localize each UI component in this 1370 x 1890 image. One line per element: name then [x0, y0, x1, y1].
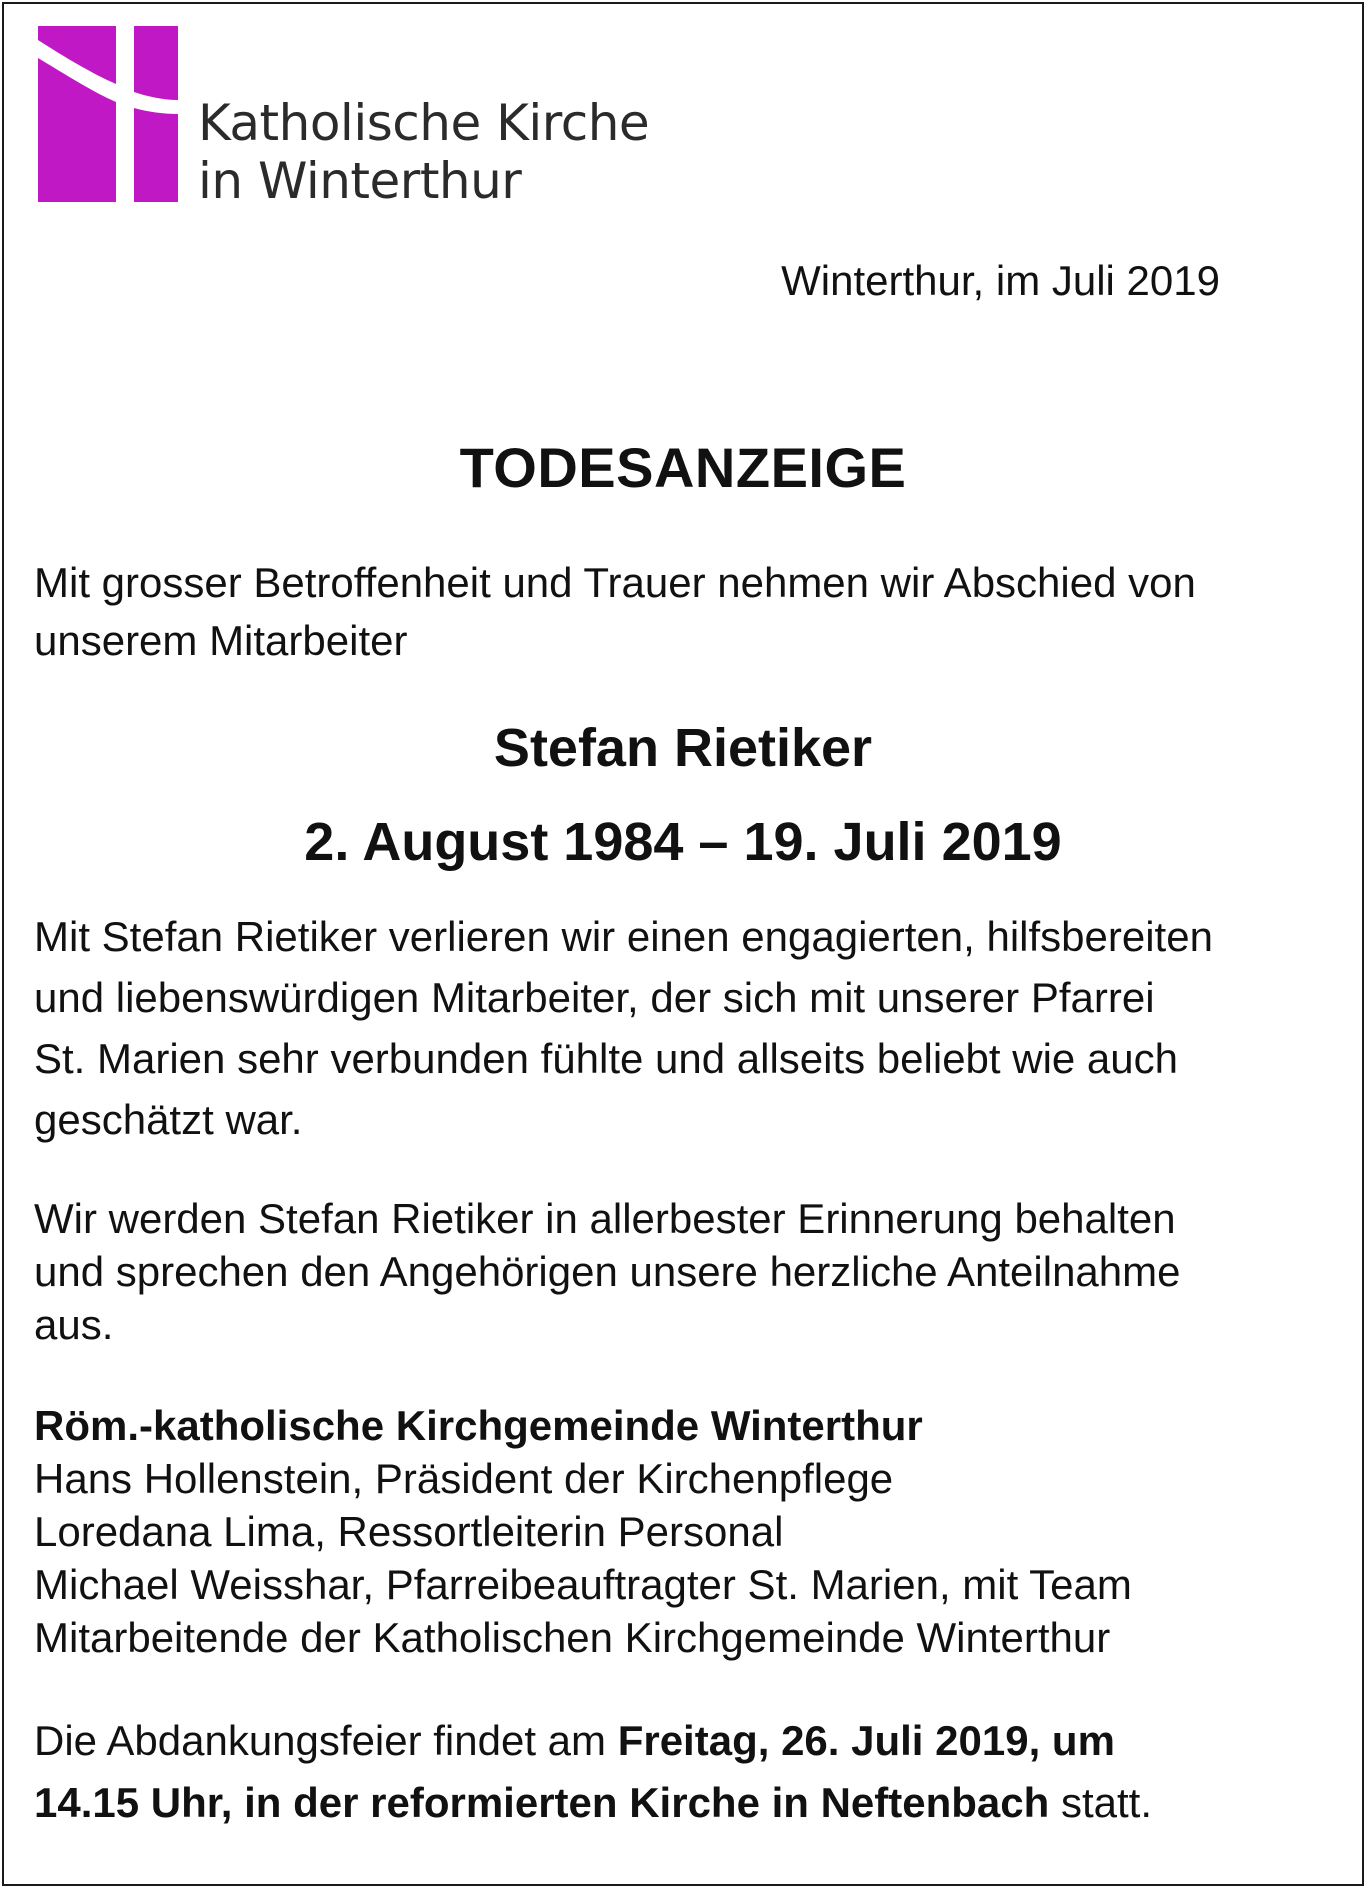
signatory-organization: Röm.-katholische Kirchgemeinde Winterthur: [34, 1402, 923, 1449]
signatory-line: Mitarbeitende der Katholischen Kirchgemeinde Winterthur: [34, 1614, 1111, 1661]
paragraph-line: und sprechen den Angehörigen unsere herzliche Anteilnahme: [34, 1248, 1181, 1295]
paragraph-line: Mit Stefan Rietiker verlieren wir einen engagierten, hilfsbereiten: [34, 913, 1213, 960]
deceased-dates: 2. August 1984 – 19. Juli 2019: [304, 812, 1062, 872]
paragraph-line: geschätzt war.: [34, 1096, 303, 1143]
intro-line: unserem Mitarbeiter: [34, 617, 408, 664]
cross-logo-graphic: [38, 26, 178, 202]
notice-heading: TODESANZEIGE: [459, 436, 907, 499]
cross-logo-icon: [38, 26, 178, 202]
paragraph-line: Wir werden Stefan Rietiker in allerbester Erinnerung behalten: [34, 1195, 1176, 1242]
organization-name: [198, 94, 649, 210]
service-date: Freitag, 26. Juli 2019, um: [617, 1717, 1115, 1764]
signatory-line: Hans Hollenstein, Präsident der Kirchenpflege: [34, 1455, 894, 1502]
paragraph-line: aus.: [34, 1301, 114, 1348]
intro-text: [34, 554, 1354, 670]
signatory-line: Loredana Lima, Ressortleiterin Personal: [34, 1508, 784, 1555]
deceased-name: Stefan Rietiker: [493, 718, 873, 778]
signatory-line: Michael Weisshar, Pfarreibeauftragter St. Marien, mit Team: [34, 1561, 1132, 1608]
intro-line: Mit grosser Betroffenheit und Trauer nehmen wir Abschied von: [34, 559, 1196, 606]
service-time-place: 14.15 Uhr, in der reformierten Kirche in Neftenbach: [34, 1779, 1050, 1826]
paragraph-line: St. Marien sehr verbunden fühlte und allseits beliebt wie auch: [34, 1035, 1179, 1082]
signatories: [34, 1399, 1354, 1664]
service-line-1: [34, 1710, 1354, 1772]
service-prefix: Die Abdankungsfeier findet am: [34, 1717, 618, 1764]
condolence-paragraph: [34, 1192, 1354, 1351]
deceased-block: [0, 716, 1366, 874]
organization-name-line1: Katholische Kirche: [198, 94, 650, 152]
tribute-paragraph: [34, 906, 1354, 1150]
service-suffix: statt.: [1049, 1779, 1153, 1826]
paragraph-line: und liebenswürdigen Mitarbeiter, der sich mit unserer Pfarrei: [34, 974, 1155, 1021]
service-line-2: [34, 1772, 1354, 1834]
organization-name-line2: in Winterthur: [198, 152, 522, 210]
dateline: Winterthur, im Juli 2019: [781, 257, 1220, 304]
service-announcement: [34, 1710, 1354, 1834]
